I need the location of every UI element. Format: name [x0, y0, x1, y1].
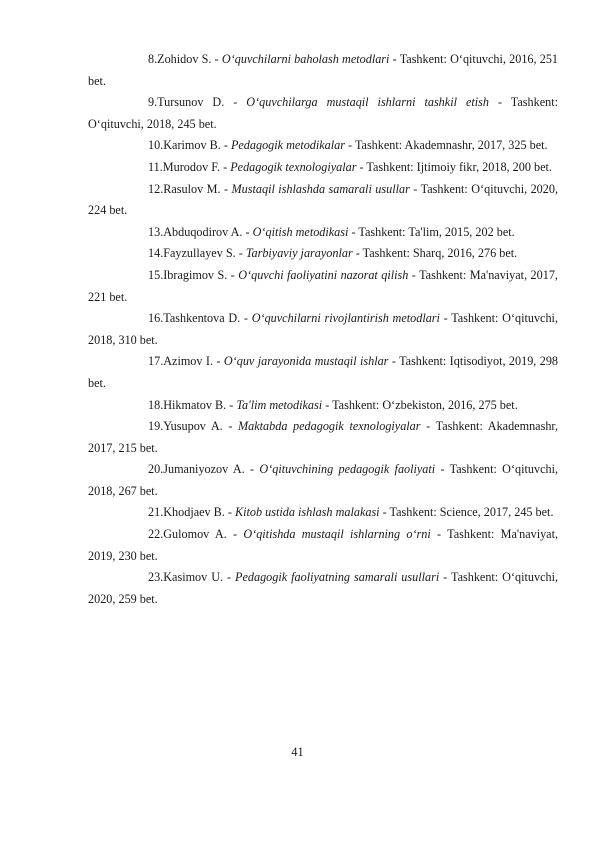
- reference-number: 18.: [148, 397, 164, 412]
- reference-separator: -: [439, 311, 452, 326]
- reference-number: 22.: [148, 527, 164, 542]
- reference-number: 10.: [148, 138, 164, 153]
- reference-title: O‘qitishda mustaqil ishlarning o‘rni: [243, 527, 431, 542]
- reference-item: [88, 179, 558, 222]
- reference-title: O‘quvchilarni rivojlantirish metodlari: [251, 311, 440, 326]
- reference-number: 21.: [148, 505, 164, 520]
- reference-title: O‘quvchilarga mustaqil ishlarni tashkil etish: [246, 95, 489, 110]
- reference-separator: -: [352, 246, 363, 261]
- reference-number: 8.: [148, 52, 158, 66]
- reference-publisher: Tashkent: O‘qituvchi, 2020, 259 bet.: [88, 570, 559, 606]
- reference-item: [88, 49, 558, 92]
- reference-separator: -: [235, 246, 246, 261]
- reference-separator: -: [389, 52, 400, 66]
- reference-separator: -: [439, 570, 451, 585]
- reference-author: Murodov F.: [162, 159, 221, 174]
- reference-separator: -: [227, 267, 239, 282]
- reference-number: 19.: [148, 419, 164, 434]
- reference-separator: -: [213, 354, 224, 369]
- reference-item: [88, 351, 558, 394]
- reference-publisher: Tashkent: O‘qituvchi, 2018, 245 bet.: [88, 95, 558, 131]
- reference-item: [88, 222, 558, 244]
- reference-separator: -: [242, 224, 253, 239]
- reference-author: Khodjaev B.: [163, 505, 225, 520]
- reference-separator: -: [408, 267, 420, 282]
- reference-separator: -: [226, 397, 237, 412]
- reference-publisher: Tashkent: Ta'lim, 2015, 202 bet.: [358, 224, 515, 239]
- reference-separator: -: [356, 159, 367, 174]
- reference-number: 15.: [148, 267, 164, 282]
- reference-publisher: Tashkent: Akademnashr, 2017, 215 bet.: [88, 419, 559, 455]
- reference-title: Pedagogik texnologiyalar: [230, 159, 357, 174]
- reference-item: [88, 157, 558, 179]
- reference-publisher: Tashkent: Ma'naviyat, 2019, 230 bet.: [88, 527, 559, 563]
- reference-item: [88, 135, 558, 157]
- reference-publisher: Tashkent: Science, 2017, 245 bet.: [389, 505, 554, 520]
- reference-author: Karimov B.: [163, 138, 221, 153]
- reference-number: 9.: [148, 95, 158, 110]
- reference-separator: -: [430, 527, 448, 542]
- reference-number: 11.: [148, 159, 163, 174]
- reference-item: [88, 308, 558, 351]
- reference-item: [88, 265, 558, 308]
- reference-title: O‘qituvchining pedagogik faoliyati: [259, 462, 436, 477]
- reference-title: Pedagogik faoliyatning samarali usullari: [235, 570, 440, 585]
- reference-separator: -: [488, 95, 511, 110]
- reference-author: Yusupov A.: [163, 419, 223, 434]
- reference-author: Ibragimov S.: [163, 267, 228, 282]
- reference-separator: -: [224, 505, 235, 520]
- reference-item: [88, 395, 558, 417]
- reference-number: 13.: [148, 224, 164, 239]
- reference-separator: -: [223, 570, 236, 585]
- reference-separator: -: [224, 95, 247, 110]
- reference-publisher: Tashkent: Sharq, 2016, 276 bet.: [362, 246, 518, 261]
- reference-title: O‘quvchi faoliyatini nazorat qilish: [238, 267, 409, 282]
- reference-separator: -: [226, 527, 244, 542]
- reference-author: Rasulov M.: [163, 181, 221, 196]
- reference-number: 16.: [148, 311, 164, 326]
- reference-separator: -: [348, 224, 359, 239]
- reference-item: [88, 567, 558, 610]
- reference-author: Hikmatov B.: [163, 397, 227, 412]
- reference-author: Abduqodirov A.: [163, 224, 243, 239]
- reference-separator: -: [222, 419, 239, 434]
- reference-separator: -: [220, 159, 231, 174]
- reference-number: 14.: [148, 246, 164, 261]
- reference-separator: -: [435, 462, 450, 477]
- reference-item: [88, 459, 558, 502]
- reference-separator: -: [211, 52, 222, 66]
- reference-author: Gulomov A.: [163, 527, 227, 542]
- reference-title: O‘qitish metodikasi: [252, 224, 349, 239]
- reference-separator: -: [409, 181, 421, 196]
- reference-publisher: Tashkent: O‘qituvchi, 2016, 251 bet.: [88, 52, 559, 88]
- reference-author: Jumaniyozov A.: [163, 462, 245, 477]
- reference-title: O‘quv jarayonida mustaqil ishlar: [223, 354, 389, 369]
- reference-title: Tarbiyaviy jarayonlar: [245, 246, 353, 261]
- reference-title: Ta'lim metodikasi: [236, 397, 323, 412]
- reference-number: 12.: [148, 181, 164, 196]
- reference-number: 23.: [148, 570, 164, 585]
- reference-separator: -: [220, 138, 231, 153]
- reference-publisher: Tashkent: Ijtimoiy fikr, 2018, 200 bet.: [366, 159, 552, 174]
- reference-item: [88, 243, 558, 265]
- page-number: 41: [291, 745, 304, 759]
- reference-list: [88, 49, 558, 610]
- reference-author: Tashkentova D.: [163, 311, 241, 326]
- reference-publisher: Tashkent: Akademnashr, 2017, 325 bet.: [354, 138, 548, 153]
- reference-item: [88, 416, 558, 459]
- reference-separator: -: [322, 397, 333, 412]
- reference-separator: -: [379, 505, 390, 520]
- reference-publisher: Tashkent: O‘qituvchi, 2018, 310 bet.: [88, 311, 558, 347]
- reference-author: Kasimov U.: [163, 570, 224, 585]
- reference-publisher: Tashkent: O‘zbekiston, 2016, 275 bet.: [332, 397, 518, 412]
- reference-item: [88, 92, 558, 135]
- reference-title: Kitob ustida ishlash malakasi: [235, 505, 380, 520]
- reference-author: Fayzullayev S.: [163, 246, 236, 261]
- reference-separator: -: [240, 311, 252, 326]
- reference-title: Pedagogik metodikalar: [230, 138, 345, 153]
- reference-author: Tursunov D.: [157, 95, 225, 110]
- reference-separator: -: [388, 354, 400, 369]
- reference-number: 20.: [148, 462, 164, 477]
- reference-title: Maktabda pedagogik texnologiyalar: [238, 419, 421, 434]
- reference-publisher: Tashkent: Iqtisodiyot, 2019, 298 bet.: [88, 354, 559, 390]
- reference-separator: -: [345, 138, 355, 153]
- reference-item: [88, 524, 558, 567]
- reference-title: O‘quvchilarni baholash metodlari: [221, 52, 390, 66]
- reference-author: Zohidov S.: [157, 52, 212, 66]
- reference-number: 17.: [148, 354, 164, 369]
- reference-publisher: Tashkent: Ma'naviyat, 2017, 221 bet.: [88, 267, 558, 304]
- reference-separator: -: [420, 419, 436, 434]
- reference-publisher: Tashkent: O‘qituvchi, 2020, 224 bet.: [88, 181, 559, 218]
- reference-separator: -: [220, 181, 232, 196]
- reference-separator: -: [244, 462, 260, 477]
- reference-item: [88, 502, 558, 524]
- reference-publisher: Tashkent: O‘qituvchi, 2018, 267 bet.: [88, 462, 559, 498]
- reference-author: Azimov I.: [163, 354, 213, 369]
- reference-title: Mustaqil ishlashda samarali usullar: [231, 181, 410, 196]
